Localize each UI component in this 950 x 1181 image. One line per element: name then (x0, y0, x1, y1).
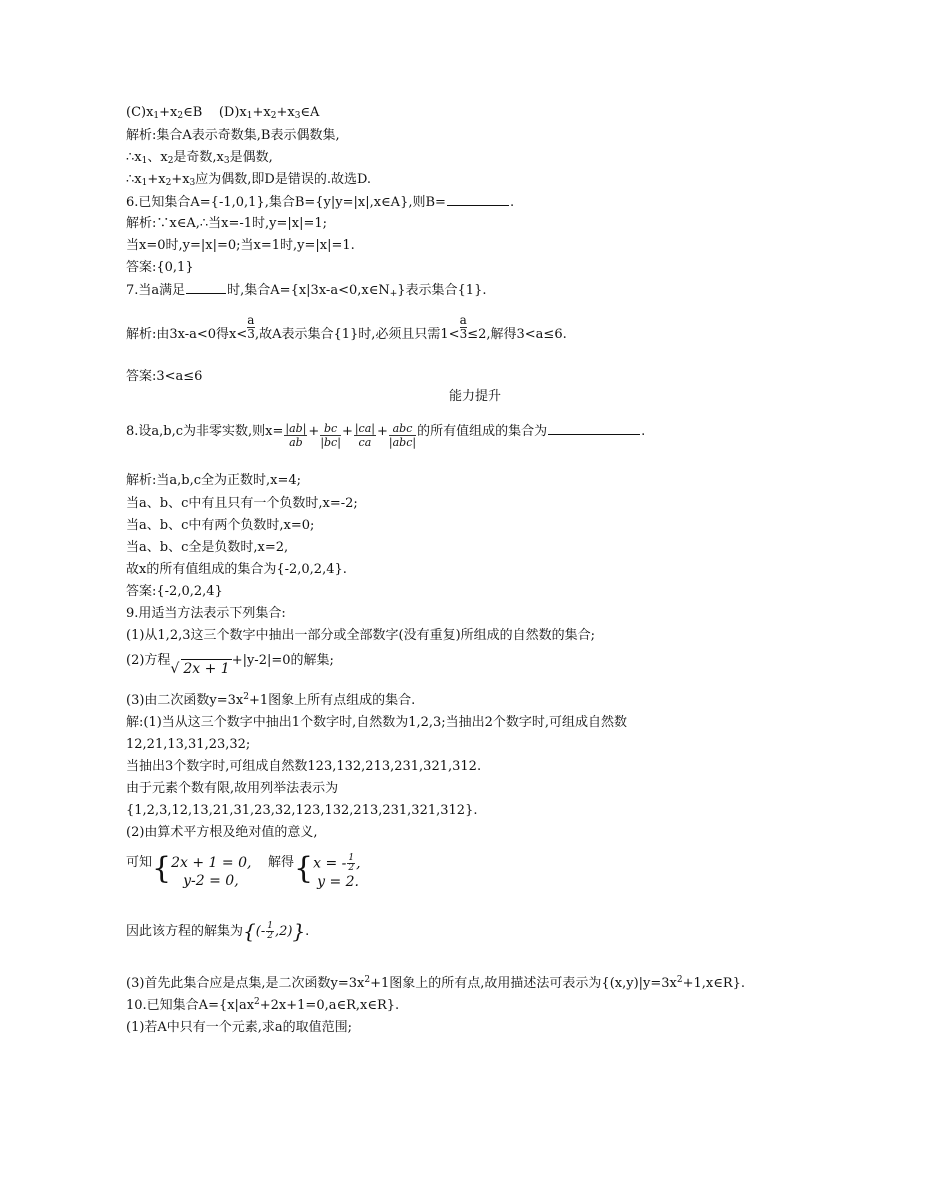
equation-system-2 (313, 854, 360, 891)
math-fraction (354, 422, 376, 449)
text: . (641, 424, 646, 439)
text-line: {1,2,3,12,13,21,31,23,32,123,132,213,231,321,312}. (126, 803, 478, 818)
set-text: (- (255, 924, 266, 939)
text-line: 12,21,13,31,23,32; (126, 737, 251, 752)
text-line: 解析:当a,b,c全为正数时,x=4; (126, 473, 302, 488)
text: . (305, 924, 310, 939)
text: +x (252, 105, 271, 120)
text-line: 当抽出3个数字时,可组成自然数123,132,213,231,321,312. (126, 759, 482, 774)
text: 是奇数,x (173, 150, 224, 165)
denominator: |bc| (320, 436, 341, 449)
text-line: 由于元素个数有限,故用列举法表示为 (126, 781, 339, 796)
answer-line: 答案:{0,1} (126, 260, 194, 275)
text-line: (2)由算术平方根及绝对值的意义, (126, 825, 318, 840)
text: 因此该方程的解集为 (126, 924, 244, 939)
text: 时,集合A={x|3x-a<0,x∈N (227, 283, 390, 298)
fraction-bar (460, 327, 468, 328)
text: (D)x (218, 105, 247, 120)
option-line-c-d (126, 104, 319, 122)
math-fraction (389, 422, 416, 449)
text: +1图象上的所有点,故用描述法可表示为{(x,y)|y=3x (370, 976, 677, 991)
answer-blank (186, 281, 226, 294)
superscript: 2 (254, 997, 260, 1007)
denominator: 3 (247, 327, 255, 341)
text: 6.已知集合A={-1,0,1},集合B={y|y=|x|,x∈A},则B= (126, 195, 446, 210)
question-10 (126, 997, 399, 1015)
text-line: 当x=0时,y=|x|=0;当x=1时,y=|x|=1. (126, 238, 355, 253)
text: +x (276, 105, 295, 120)
text: . (509, 195, 515, 210)
question-7 (126, 281, 486, 300)
text-line: 解析:∵x∈A,∴当x=-1时,y=|x|=1; (126, 216, 328, 231)
text: 解析:由3x-a<0得x< (126, 327, 248, 342)
sqrt-sign: √ (170, 661, 180, 677)
subscript: 2 (177, 111, 184, 121)
superscript: 2 (364, 975, 371, 985)
text-line (126, 975, 745, 993)
text: 、x (147, 150, 168, 165)
text-line: 当a、b、c中有且只有一个负数时,x=-2; (126, 496, 358, 511)
text: +|y-2|=0的解集; (231, 653, 334, 668)
fraction-a-over-3 (247, 314, 255, 341)
equation-text: x = - (313, 855, 347, 872)
fraction-half (266, 922, 274, 941)
equation-systems (126, 851, 361, 891)
denominator: 2 (348, 863, 355, 873)
numerator: a (459, 313, 467, 327)
subscript: 3 (223, 156, 230, 166)
text-line: 故x的所有值组成的集合为{-2,0,2,4}. (126, 562, 347, 577)
text-line (126, 149, 273, 167)
denominator: 3 (459, 327, 468, 341)
text: 的所有值组成的集合为 (417, 424, 548, 439)
text-line: 解析:集合A表示奇数集,B表示偶数集, (126, 128, 340, 143)
answer-line: 答案:{-2,0,2,4} (126, 584, 223, 599)
equation: y = 2. (317, 874, 359, 890)
answer-blank (548, 422, 640, 435)
sqrt-radicand: 2x + 1 (183, 661, 230, 677)
plus-sign: + (308, 424, 320, 439)
solution-set (243, 919, 306, 943)
plus-sign: + (376, 424, 388, 439)
denominator: |abc| (388, 436, 417, 449)
text-line (126, 314, 567, 344)
text: }表示集合{1}. (397, 283, 487, 298)
section-heading: 能力提升 (448, 389, 501, 404)
math-fraction (320, 422, 341, 449)
denominator: 2 (267, 931, 273, 941)
denominator: ca (358, 436, 372, 449)
fraction-half (347, 854, 355, 873)
text-line: (1)若A中只有一个元素,求a的取值范围; (126, 1020, 353, 1035)
sqrt-expression (170, 659, 231, 679)
text-line: 当a、b、c中有两个负数时,x=0; (126, 518, 315, 533)
numerator: |ab| (285, 422, 307, 435)
text: ≤2,解得3<a≤6. (467, 327, 567, 342)
equation: y-2 = 0, (183, 873, 239, 889)
text: +1图象上所有点组成的集合. (249, 693, 416, 708)
math-fraction (284, 422, 307, 449)
text-line (126, 692, 415, 710)
text: ∈B (183, 105, 203, 120)
text: ∈A (300, 105, 320, 120)
plus-sign: + (341, 424, 353, 439)
equation: 2x + 1 = 0, (171, 855, 252, 871)
text: 应为偶数,即D是错误的.故选D. (195, 172, 372, 187)
text: (C)x (126, 105, 154, 120)
text: ∴x (126, 172, 142, 187)
text: (2)方程 (126, 653, 171, 668)
text-line: 解:(1)当从这三个数字中抽出1个数字时,自然数为1,2,3;当抽出2个数字时,可组成自然数 (126, 715, 628, 730)
subscript: 2 (167, 156, 174, 166)
superscript: 2 (676, 975, 683, 985)
equation (313, 854, 360, 873)
text-line (126, 171, 371, 189)
text: ∴x (126, 150, 142, 165)
equation-system-1 (171, 854, 251, 890)
text: +x (171, 172, 190, 187)
answer-line: 答案:3<a≤6 (126, 369, 203, 384)
superscript: 2 (243, 692, 249, 702)
numerator: 1 (348, 853, 355, 863)
text: 可知 (126, 855, 153, 870)
text: +x (147, 172, 166, 187)
fraction-a-over-3 (460, 314, 468, 341)
numerator: |ca| (354, 422, 375, 435)
fraction-bar (247, 327, 255, 328)
subscript: 3 (189, 178, 196, 188)
subscript: 3 (294, 111, 301, 121)
text: ,故A表示集合{1}时,必须且只需1< (254, 327, 460, 342)
subscript: 1 (246, 111, 253, 121)
left-brace: { (152, 851, 172, 886)
text: (3)由二次函数y=3x (126, 693, 244, 708)
numerator: abc (389, 422, 416, 436)
right-brace: } (292, 919, 306, 943)
denominator: ab (289, 436, 303, 449)
text: (3)首先此集合应是点集,是二次函数y=3x (126, 976, 365, 991)
text: +x (159, 105, 178, 120)
numerator: bc (320, 422, 341, 436)
subscript: + (389, 289, 398, 299)
subscript: 2 (270, 111, 277, 121)
text: 8.设a,b,c为非零实数,则x= (126, 424, 284, 439)
text: 解得 (267, 855, 294, 870)
left-brace: { (243, 919, 256, 943)
set-text: ,2) (274, 924, 293, 939)
text: +2x+1=0,a∈R,x∈R}. (259, 998, 400, 1013)
text: 7.当a满足 (126, 283, 186, 298)
answer-blank (447, 193, 509, 206)
subscript: 1 (141, 156, 148, 166)
equation-text: , (356, 855, 361, 872)
question-9: 9.用适当方法表示下列集合: (126, 606, 286, 621)
text: 是偶数, (229, 150, 273, 165)
text-line: (1)从1,2,3这三个数字中抽出一部分或全部数字(没有重复)所组成的自然数的集合; (126, 628, 596, 643)
subscript: 2 (165, 178, 172, 188)
question-6 (126, 193, 514, 212)
text: 10.已知集合A={x|ax (126, 998, 255, 1013)
subscript: 1 (141, 178, 148, 188)
left-brace: { (294, 851, 314, 886)
subscript: 1 (153, 111, 160, 121)
text: +1,x∈R}. (682, 976, 746, 991)
text-line (126, 919, 310, 943)
numerator: 1 (267, 921, 273, 931)
text-line (126, 650, 334, 677)
text-line: 当a、b、c全是负数时,x=2, (126, 540, 289, 555)
numerator: a (247, 313, 255, 327)
question-8 (126, 422, 645, 449)
